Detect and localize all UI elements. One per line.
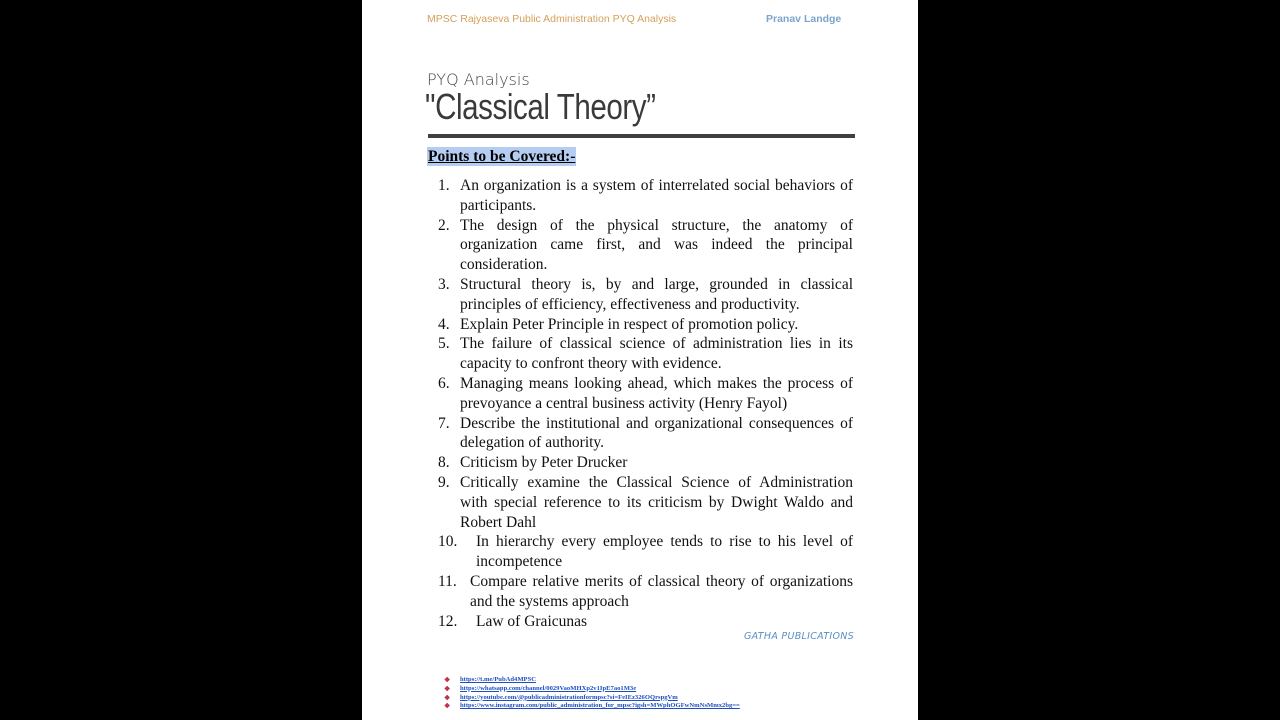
list-item	[438, 572, 853, 612]
item-number: 3.	[438, 275, 450, 293]
list-item	[438, 176, 853, 216]
points-list	[438, 176, 853, 631]
diamond-bullet-icon: ❖	[444, 684, 451, 693]
list-item	[438, 315, 853, 335]
diamond-bullet-icon: ❖	[444, 702, 451, 711]
item-text: Describe the institutional and organizational consequences of delegation of authority.	[460, 414, 853, 452]
item-text: Criticism by Peter Drucker	[460, 454, 628, 472]
item-text: Structural theory is, by and large, grounded in classical principles of efficiency, effectiveness and productivity.	[460, 275, 853, 313]
item-number: 8.	[438, 454, 450, 472]
diamond-bullet-icon: ❖	[444, 676, 451, 684]
title-divider	[428, 134, 855, 138]
item-number: 1.	[438, 177, 450, 194]
list-item	[438, 216, 853, 275]
instagram-link[interactable]: https://www.instagram.com/public_administration_for_mpsc?igsh=MWphOGFwNmNsMmx2bg==	[460, 702, 740, 710]
link-item	[444, 676, 740, 685]
item-number: 12.	[438, 612, 458, 630]
list-item	[438, 414, 853, 454]
list-item	[438, 532, 853, 572]
link-item	[444, 702, 740, 711]
item-number: 7.	[438, 414, 450, 432]
page-subtitle: PYQ Analysis	[427, 70, 530, 89]
item-number: 6.	[438, 374, 450, 392]
list-item	[438, 334, 853, 374]
list-item	[438, 374, 853, 414]
item-text: Managing means looking ahead, which makes the process of prevoyance a central business activity (Henry Fayol)	[460, 374, 853, 412]
list-item	[438, 275, 853, 315]
list-item	[438, 473, 853, 532]
item-text: Law of Graicunas	[476, 612, 588, 630]
whatsapp-link[interactable]: https://whatsapp.com/channel/0029VaoMHXp2v1IpE7ao1M3e	[460, 684, 637, 692]
document-page	[362, 0, 918, 720]
publisher-label: GATHA PUBLICATIONS	[744, 631, 854, 642]
link-item	[444, 694, 740, 703]
header-course-title: MPSC Rajyaseva Public Administration PYQ Analysis	[427, 13, 677, 25]
telegram-link[interactable]: https://t.me/PubAd4MPSC	[460, 676, 537, 683]
section-heading: Points to be Covered:-	[428, 148, 576, 165]
item-text: The failure of classical science of administration lies in its capacity to confront theory with evidence.	[460, 335, 853, 373]
page-title: "Classical Theory”	[425, 86, 656, 127]
item-number: 11.	[438, 572, 457, 590]
item-text: In hierarchy every employee tends to rise to his level of incompetence	[476, 533, 853, 571]
item-text: The design of the physical structure, the anatomy of organization came first, and was indeed the principal consideration.	[460, 216, 853, 274]
item-number: 9.	[438, 473, 450, 491]
item-number: 2.	[438, 216, 450, 234]
header-author: Pranav Landge	[766, 13, 842, 25]
item-text: Critically examine the Classical Science of Administration with special reference to its criticism by Dwight Waldo and Robert Dahl	[460, 473, 853, 531]
item-text: An organization is a system of interrelated social behaviors of participants.	[460, 177, 853, 214]
item-number: 10.	[438, 533, 458, 551]
item-number: 4.	[438, 315, 450, 333]
list-item	[438, 453, 853, 473]
youtube-link[interactable]: https://youtube.com/@publicadministrationformpsc?si=FeIEz326OQrspgVm	[460, 693, 678, 701]
item-number: 5.	[438, 335, 450, 353]
diamond-bullet-icon: ❖	[444, 693, 451, 702]
list-item	[438, 612, 853, 632]
social-links	[444, 676, 740, 711]
link-item	[444, 685, 740, 694]
item-text: Explain Peter Principle in respect of promotion policy.	[460, 315, 799, 333]
item-text: Compare relative merits of classical theory of organizations and the systems approach	[470, 572, 853, 610]
